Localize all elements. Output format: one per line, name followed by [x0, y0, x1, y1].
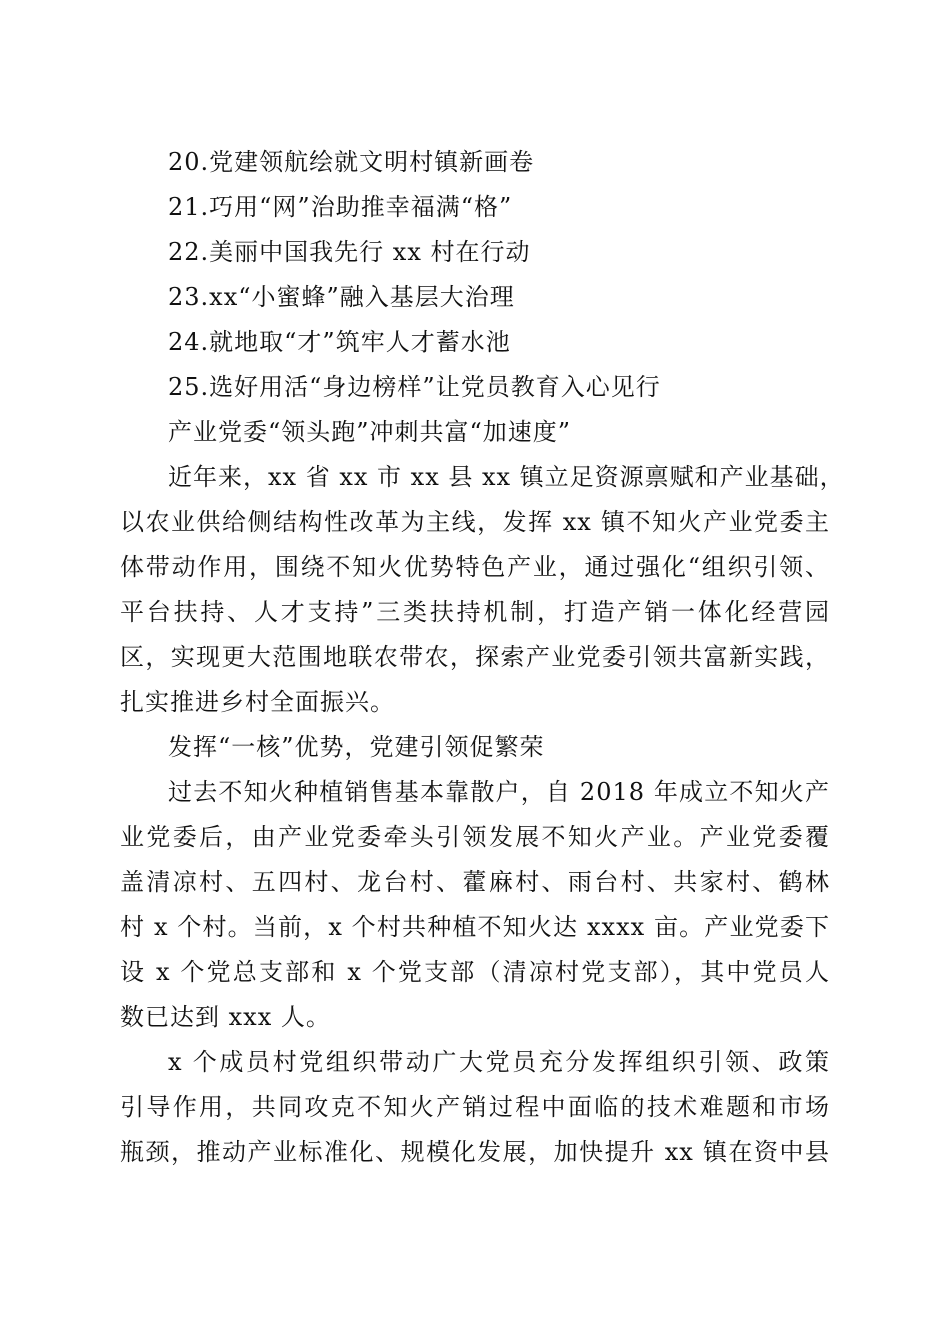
article-title: 产业党委“领头跑”冲刺共富“加速度” [168, 418, 572, 446]
paragraph-line: 盖清凉村、五四村、龙台村、藿麻村、雨台村、共家村、鹤林 [120, 868, 830, 896]
paragraph-line: x 个成员村党组织带动广大党员充分发挥组织引领、政策 [168, 1048, 830, 1076]
paragraph-line: 以农业供给侧结构性改革为主线，发挥 xx 镇不知火产业党委主 [120, 508, 830, 536]
paragraph-line: 引导作用，共同攻克不知火产销过程中面临的技术难题和市场 [120, 1093, 830, 1121]
paragraph-line: 设 x 个党总支部和 x 个党支部（清凉村党支部），其中党员人 [120, 958, 830, 986]
paragraph-line: 村 x 个村。当前，x 个村共种植不知火达 xxxx 亩。产业党委下 [120, 913, 830, 941]
paragraph-line: 扎实推进乡村全面振兴。 [120, 688, 395, 716]
list-item: 25.选好用活“身边榜样”让党员教育入心见行 [168, 373, 661, 401]
list-item: 22.美丽中国我先行 xx 村在行动 [168, 238, 531, 266]
paragraph-line: 近年来，xx 省 xx 市 xx 县 xx 镇立足资源禀赋和产业基础， [168, 463, 845, 491]
list-item: 23.xx“小蜜蜂”融入基层大治理 [168, 283, 515, 311]
paragraph-line: 数已达到 xxx 人。 [120, 1003, 331, 1031]
paragraph-line: 瓶颈，推动产业标准化、规模化发展，加快提升 xx 镇在资中县 [120, 1138, 830, 1166]
list-item: 24.就地取“才”筑牢人才蓄水池 [168, 328, 511, 356]
list-item: 21.巧用“网”治助推幸福满“格” [168, 193, 513, 221]
paragraph-line: 体带动作用，围绕不知火优势特色产业，通过强化“组织引领、 [120, 553, 830, 581]
paragraph-line: 区，实现更大范围地联农带农，探索产业党委引领共富新实践， [120, 643, 830, 671]
list-item: 20.党建领航绘就文明村镇新画卷 [168, 148, 535, 176]
paragraph-line: 平台扶持、人才支持”三类扶持机制，打造产销一体化经营园 [120, 598, 830, 626]
section-heading: 发挥“一核”优势，党建引领促繁荣 [168, 733, 545, 761]
paragraph-line: 业党委后，由产业党委牵头引领发展不知火产业。产业党委覆 [120, 823, 830, 851]
paragraph-line: 过去不知火种植销售基本靠散户，自 2018 年成立不知火产 [168, 778, 830, 806]
